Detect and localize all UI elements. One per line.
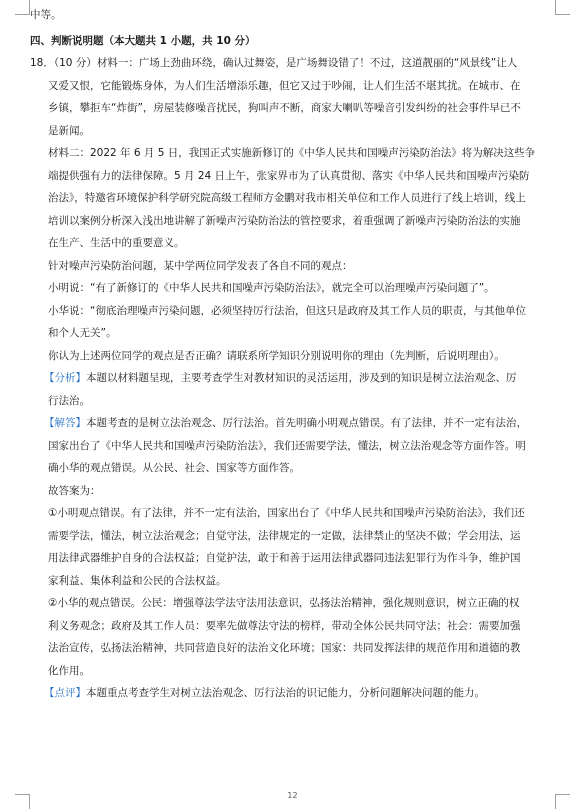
intro-line: 针对噪声污染防治问题，某中学两位同学发表了各自不同的观点： bbox=[48, 259, 353, 272]
crop-mark-top-left bbox=[15, 0, 30, 15]
material2-line: 治法》，特邀省环境保护科学研究院高级工程师方金鹏对我市相关单位和工作人员进行了线上培训，线上 bbox=[48, 192, 526, 204]
comment-tag: 【点评】 bbox=[44, 687, 86, 699]
answer-text: 本题考查的是树立法治观念、厉行法治。首先明确小明观点错误。有了法律，并不一定有法治， bbox=[86, 417, 527, 429]
comment-text: 本题重点考查学生对树立法治观念、厉行法治的识记能力，分析问题解决问题的能力。 bbox=[86, 687, 485, 699]
material1-line: 又爱又恨，它能锻炼身体，为人们生活增添乐趣，但它又过于吵闹，让人们生活不堪其扰。在城市、在 bbox=[48, 79, 521, 92]
material2-line: 在生产、生活中的重要意义。 bbox=[48, 237, 185, 249]
material1-line: 乡镇，攀拒车“炸街”，房屋装修噪音扰民，狗叫声不断，商家大喇叭等噪音引发纠纷的社会事件早已不 bbox=[48, 102, 521, 114]
analysis-text: 行法治。 bbox=[48, 394, 90, 407]
question-18 bbox=[30, 52, 558, 705]
question-prompt: 你认为上述两位同学的观点是否正确？请联系所学知识分别说明你的理由（先判断，后说明理由）。 bbox=[48, 349, 505, 362]
section-title: 四、判断说明题（本大题共 1 小题，共 10 分） bbox=[30, 34, 256, 47]
top-line: 中等。 bbox=[30, 9, 62, 21]
point2-line: ②小华的观点错误。公民：增强尊法学法守法用法意识，弘扬法治精神，强化规则意识，树立正确的权 bbox=[48, 597, 520, 609]
xiaohua-statement: 小华说：“彻底治理噪声污染问题，必须坚持厉行法治，但这只是政府及其工作人员的职责，与其他单位 bbox=[48, 304, 526, 317]
page-number: 12 bbox=[287, 791, 298, 800]
point2-line: 法治宣传，弘扬法治精神，共同营造良好的法治文化环境；国家：共同发挥法律的规范作用和道德的教 bbox=[48, 642, 521, 654]
xiaohua-statement: 和个人无关”。 bbox=[48, 327, 117, 339]
point2-line: 化作用。 bbox=[48, 664, 90, 677]
material1-line: （10 分）材料一：广场上劲曲环绕，确认过舞姿，是广场舞设错了！不过，这道靓丽的“风景线”让人 bbox=[53, 57, 518, 69]
material2-line: 培训以案例分析深入浅出地讲解了新噪声污染防治法的管控要求，着重强调了新噪声污染防治法的实施 bbox=[48, 214, 521, 227]
answer-tag: 【解答】 bbox=[44, 417, 86, 429]
point2-line: 利义务观念；政府及其工作人员：要率先做尊法守法的榜样，带动全体公民共同守法；社会：需要加强 bbox=[48, 619, 521, 632]
answer-label: 故答案为： bbox=[48, 484, 101, 497]
material1-line: 是新闻。 bbox=[48, 124, 90, 137]
analysis-text: 本题以材料题呈现，主要考查学生对教材知识的灵活运用，涉及到的知识是树立法治观念、厉 bbox=[86, 372, 517, 384]
analysis-tag: 【分析】 bbox=[44, 372, 86, 384]
question-number: 18． bbox=[30, 57, 54, 69]
point1-line: 家利益、集体利益和公民的合法权益。 bbox=[48, 574, 227, 587]
xiaoming-statement: 小明说：“有了新修订的《中华人民共和国噪声污染防治法》，就完全可以治理噪声污染问题了”。 bbox=[48, 282, 495, 294]
material2-line: 端提供强有力的法律保障。5 月 24 日上午，张家界市为了认真贯彻、落实《中华人民共和国噪声污染防 bbox=[48, 169, 530, 182]
document-body bbox=[30, 4, 558, 705]
point1-line: 需要学法，懂法，树立法治观念；自觉守法，法律规定的一定做，法律禁止的坚决不做；学会用法，运 bbox=[48, 529, 521, 542]
material2-line: 材料二：2022 年 6 月 5 日，我国正式实施新修订的《中华人民共和国噪声污染防治法》将为解决这些争 bbox=[48, 147, 536, 159]
point1-line: 用法律武器维护自身的合法权益；自觉护法，敢于和善于运用法律武器同违法犯罪行为作斗争，维护国 bbox=[48, 552, 521, 564]
point1-line: ①小明观点错误。有了法律，并不一定有法治，国家出台了《中华人民共和国噪声污染防治法》，我们还 bbox=[48, 507, 525, 519]
answer-text: 国家出台了《中华人民共和国噪声污染防治法》，我们还需要学法，懂法，树立法治观念等方面作答。明 bbox=[48, 439, 526, 452]
answer-text: 确小华的观点错误。从公民、社会、国家等方面作答。 bbox=[48, 462, 300, 474]
